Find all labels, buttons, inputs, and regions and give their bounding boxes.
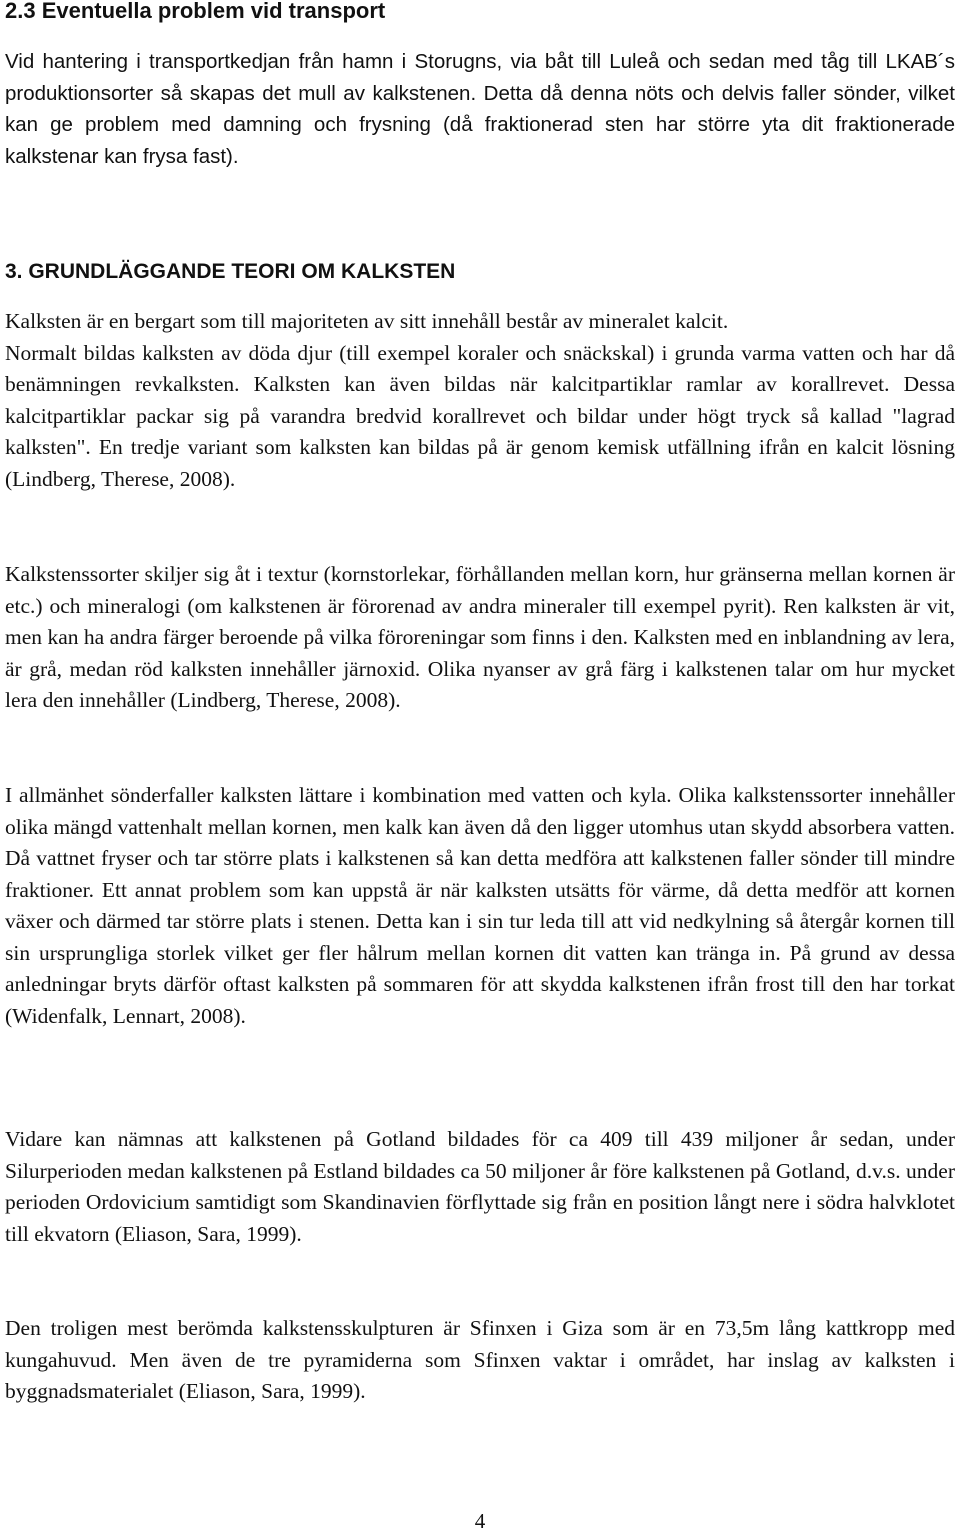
paragraph-4: Vidare kan nämnas att kalkstenen på Gotland bildades för ca 409 till 439 miljoner år sedan, under Silurperioden medan kalkstenen på Estland bildades ca 50 miljoner år före kalkstenen på Gotland, d.v.s. under perioden Ordovicium samtidigt som Skandinavien förflyttade sig från en position långt nere i södra halvklotet till ekvatorn (Eliason, Sara, 1999). [5, 1127, 955, 1246]
paragraph-3: I allmänhet sönderfaller kalksten lättare i kombination med vatten och kyla. Olika kalkstenssorter innehåller olika mängd vattenhalt mellan kornen, men kalk kan även då den ligger utomhus utan skydd absorbera vatten. Då vattnet fryser och tar större plats i kalkstenen så kan detta medföra att kalkstenen faller sönder till mindre fraktioner. Ett annat problem som kan uppstå är när kalksten utsätts för värme, då detta medför att kornen växer och därmed tar större plats i stenen. Detta kan i sin tur leda till att vid nedkylning så återgår kornen till sin ursprungliga storlek vilket ger fler hålrum mellan kornen dit vatten kan tränga in. På grund av dessa anledningar bryts därför oftast kalksten på sommaren för att skydda kalkstenen ifrån frost till den har torkat (Widenfalk, Lennart, 2008). [5, 783, 955, 1028]
chapter-heading: 3. GRUNDLÄGGANDE TEORI OM KALKSTEN [5, 260, 456, 283]
paragraph-1: Kalksten är en bergart som till majoriteten av sitt innehåll består av mineralet kalcit. Normalt bildas kalksten av döda djur (till exempel koraler och snäckskal) i grunda varma vatten och har då benämningen revkalksten. Kalksten kan även bildas när kalcitpartiklar ramlar av korallrevet. Dessa kalcitpartiklar packar sig på varandra bredvid korallrevet och bildar under högt tryck så kallad "lagrad kalksten". En tredje variant som kalksten kan bildas på är genom kemisk utfällning ifrån en kalcit lösning (Lindberg, Therese, 2008). [5, 309, 955, 491]
paragraph-5: Den troligen mest berömda kalkstensskulpturen är Sfinxen i Giza som är en 73,5m lång kattkropp med kungahuvud. Men även de tre pyramiderna som Sfinxen vaktar i området, har inslag av kalksten i byggnadsmaterialet (Eliason, Sara, 1999). [5, 1316, 955, 1403]
section-heading: 2.3 Eventuella problem vid transport [5, 0, 386, 23]
section-paragraph: Vid hantering i transportkedjan från hamn i Storugns, via båt till Luleå och sedan med tåg till LKAB´s produktionsorter så skapas det mull av kalkstenen. Detta då denna nöts och delvis faller sönder, vilket kan ge problem med damning och frysning (då fraktionerad sten har större yta dit fraktionerade kalkstenar kan frysa fast). [5, 50, 955, 168]
page-number: 4 [474, 1509, 486, 1533]
paragraph-2: Kalkstenssorter skiljer sig åt i textur (kornstorlekar, förhållanden mellan korn, hur gränserna mellan kornen är etc.) och mineralogi (om kalkstenen är förorenad av andra mineraler till exempel pyrit). Ren kalksten är vit, men kan ha andra färger beroende på vilka föroreningar som finns i den. Kalksten med en inblandning av lera, är grå, medan röd kalksten innehåller järnoxid. Olika nyanser av grå färg i kalkstenen talar om hur mycket lera den innehåller (Lindberg, Therese, 2008). [5, 562, 955, 712]
